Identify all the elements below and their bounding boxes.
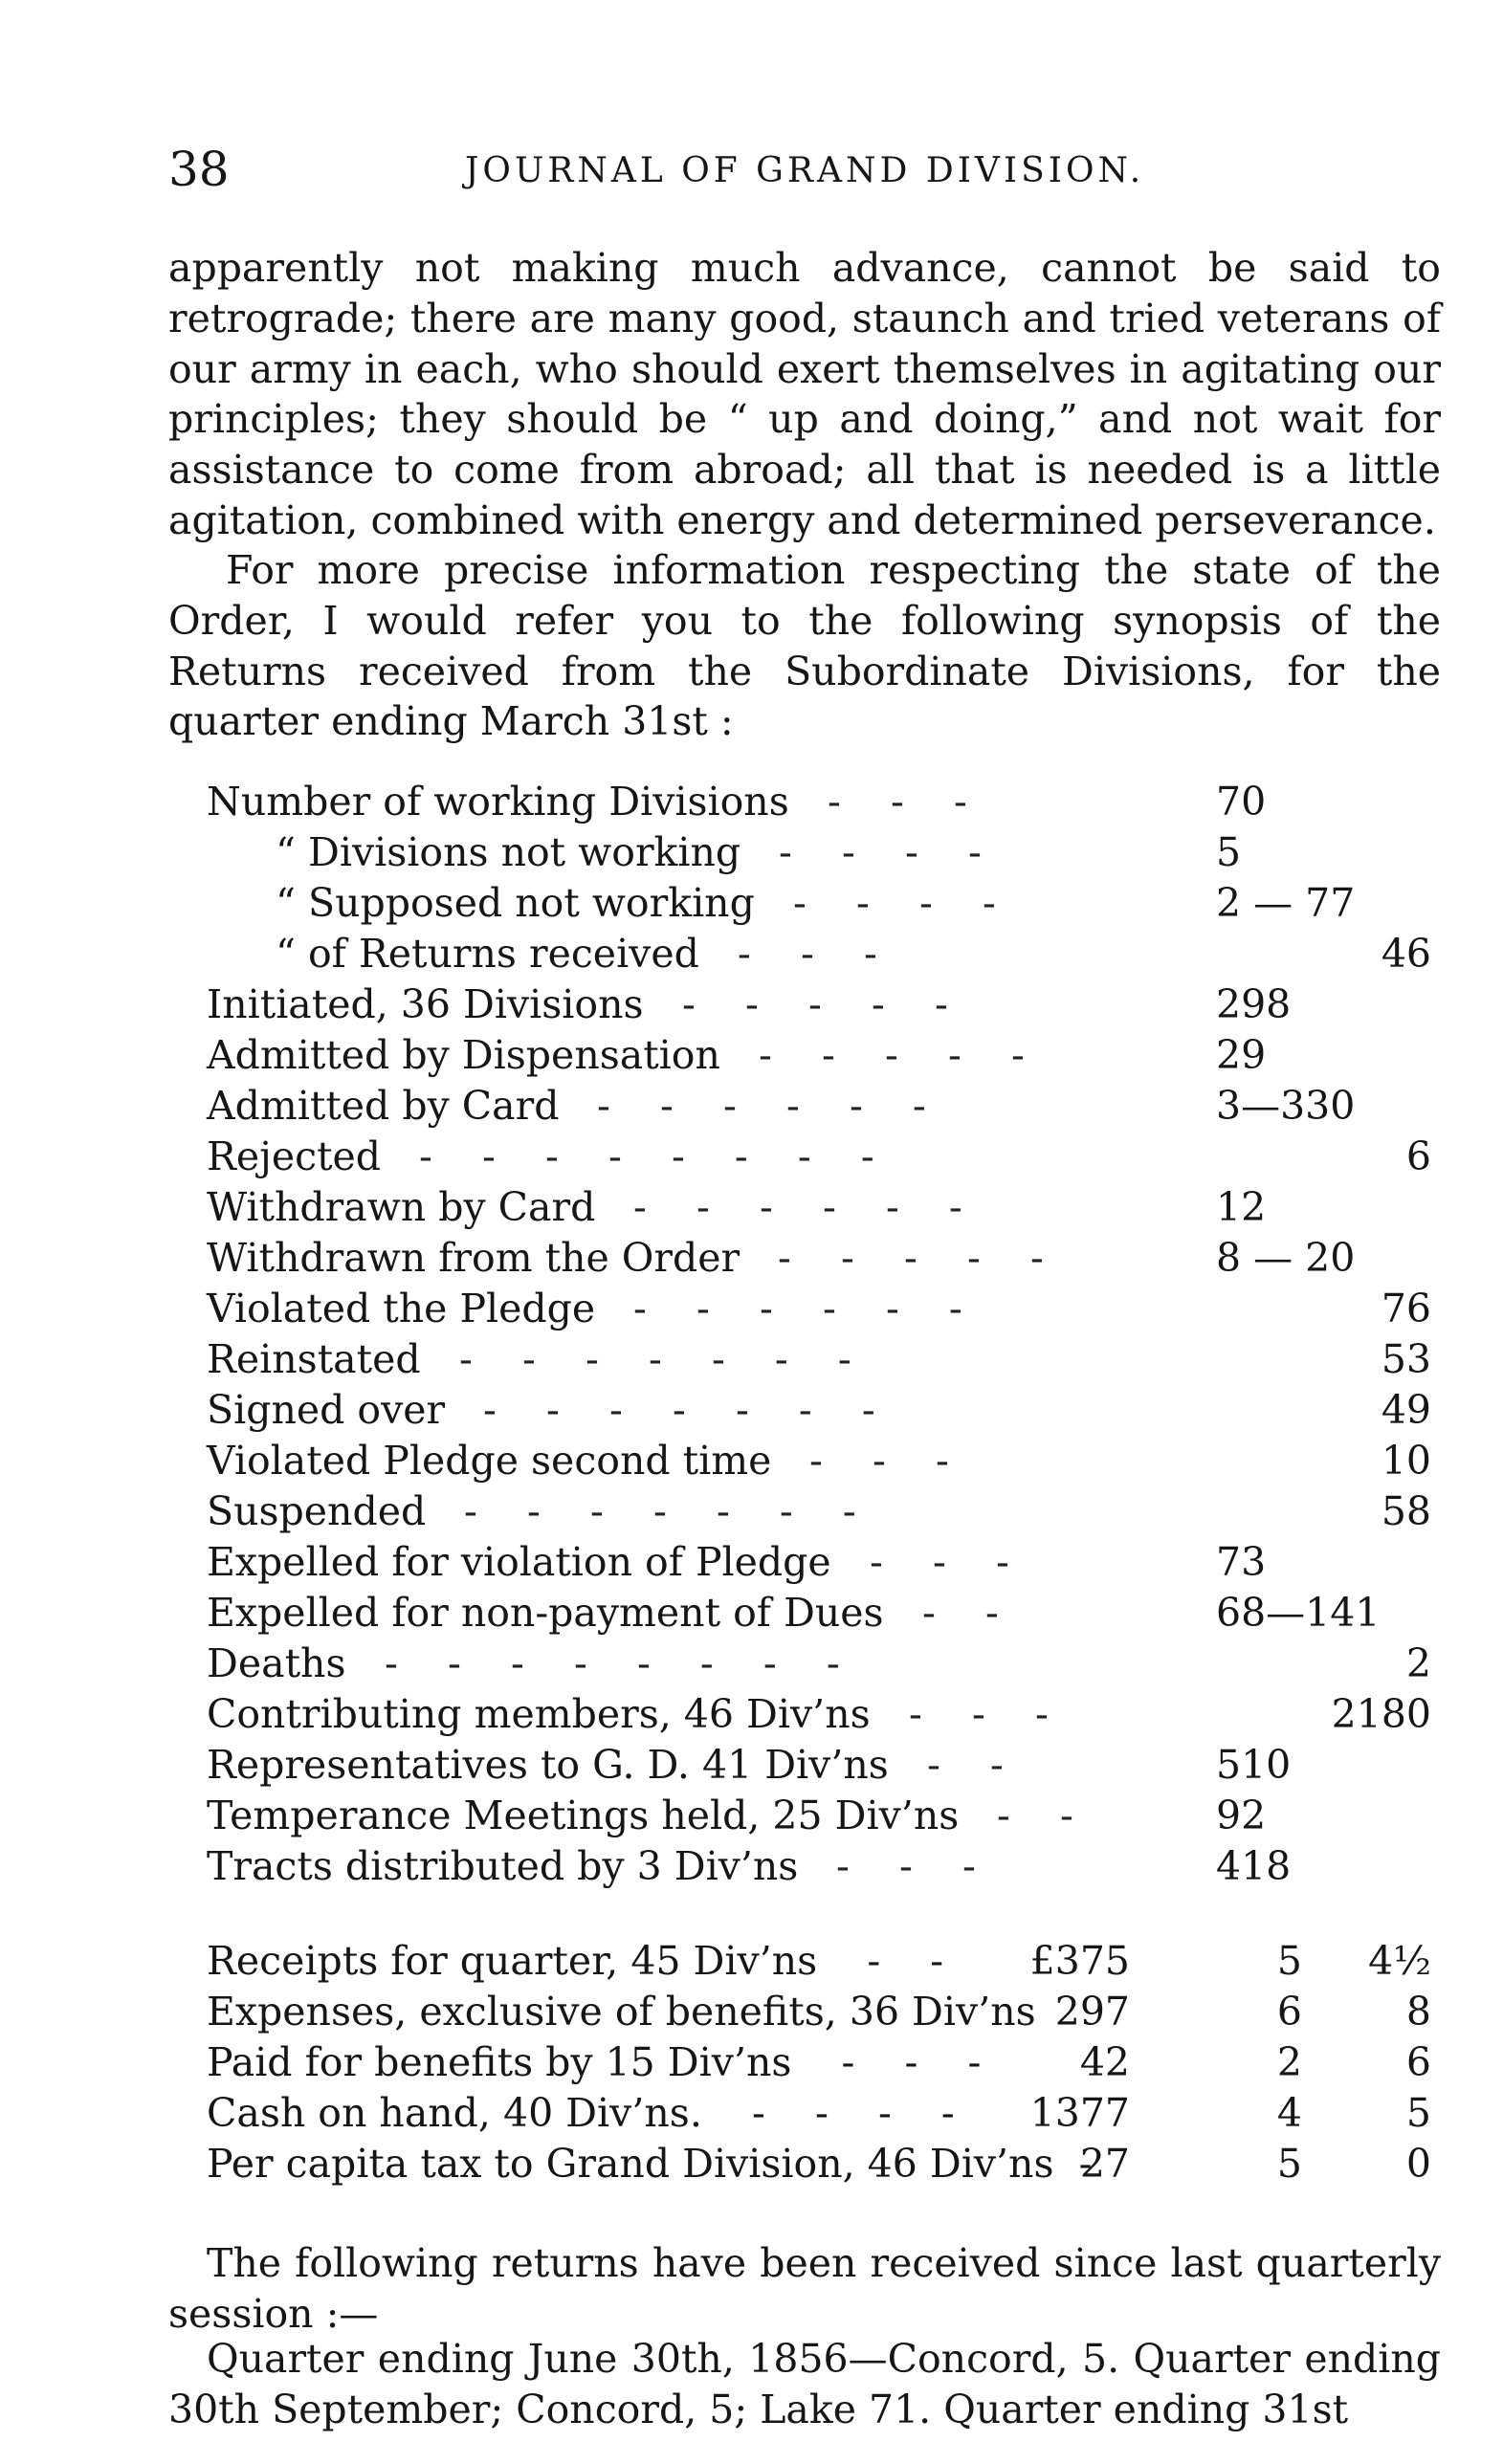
synopsis-subtotal: 3—330 — [1216, 1083, 1356, 1129]
amount-pounds: 297 — [1054, 1989, 1130, 2035]
synopsis-label: Temperance Meetings held, 25 Div’ns — [207, 1793, 960, 1838]
amount-pence: 6 — [1405, 2039, 1431, 2085]
synopsis-row — [207, 1132, 1450, 1182]
synopsis-label: Contributing members, 46 Div’ns — [207, 1691, 871, 1737]
synopsis-total: 6 — [1405, 1133, 1431, 1179]
synopsis-subtotal: 2 — 77 — [1216, 880, 1356, 926]
receipts-label: Expenses, exclusive of benefits, 36 Div’ns — [207, 1989, 1036, 2035]
dot-leaders: - - - - — [793, 880, 996, 926]
synopsis-row — [207, 1486, 1450, 1537]
page-header — [168, 136, 1441, 203]
dot-leaders: - - - - - — [778, 1235, 1044, 1281]
synopsis-total: 58 — [1381, 1488, 1431, 1534]
synopsis-label: Signed over — [207, 1387, 446, 1433]
dot-leaders: - - — [927, 1742, 1004, 1788]
amount-shillings: 2 — [1276, 2039, 1302, 2085]
dot-leaders: - - - - - - - - — [419, 1133, 874, 1179]
synopsis-table — [207, 777, 1450, 1892]
amount-pounds: £375 — [1029, 1938, 1130, 1984]
synopsis-row — [207, 777, 1450, 827]
receipts-row — [207, 2088, 1450, 2139]
synopsis-subtotal: 8 — 20 — [1216, 1235, 1356, 1281]
synopsis-row — [207, 1588, 1450, 1639]
synopsis-label: Deaths — [207, 1640, 346, 1686]
amount-pounds: 42 — [1079, 2039, 1130, 2085]
receipts-label: Cash on hand, 40 Div’ns. - - - - — [207, 2090, 955, 2136]
running-head: JOURNAL OF GRAND DIVISION. — [465, 151, 1145, 190]
synopsis-subtotal: 5 — [1216, 829, 1242, 875]
synopsis-label: Withdrawn by Card — [207, 1184, 596, 1230]
synopsis-subtotal: 418 — [1216, 1843, 1292, 1889]
synopsis-label: Expelled for non-payment of Dues — [207, 1590, 884, 1636]
synopsis-label: Violated the Pledge — [207, 1286, 596, 1331]
dot-leaders: - - - - - — [759, 1032, 1025, 1078]
synopsis-label: Representatives to G. D. 41 Div’ns — [207, 1742, 889, 1788]
synopsis-row — [207, 1740, 1450, 1791]
synopsis-label: “ Supposed not working — [276, 880, 755, 926]
synopsis-total: 2 — [1405, 1640, 1431, 1686]
synopsis-row — [207, 1689, 1450, 1740]
synopsis-row — [207, 1030, 1450, 1081]
amount-shillings: 6 — [1276, 1989, 1302, 2035]
receipts-row — [207, 2139, 1450, 2189]
synopsis-label: “ of Returns received — [276, 931, 699, 977]
amount-shillings: 5 — [1276, 1938, 1302, 1984]
dot-leaders: - - - - - - - — [459, 1336, 851, 1382]
synopsis-total: 49 — [1381, 1387, 1431, 1433]
synopsis-row — [207, 1841, 1450, 1892]
synopsis-subtotal: 12 — [1216, 1184, 1267, 1230]
synopsis-label: Suspended — [207, 1488, 427, 1534]
synopsis-subtotal: 298 — [1216, 981, 1292, 1027]
synopsis-label: Withdrawn from the Order — [207, 1235, 740, 1281]
dot-leaders: - - - - - - - — [483, 1387, 875, 1433]
amount-pence: 8 — [1405, 1989, 1431, 2035]
dot-leaders: - - - — [909, 1691, 1049, 1737]
dot-leaders: - - - - — [779, 829, 982, 875]
synopsis-row — [207, 1233, 1450, 1284]
paragraph-4: Quarter ending June 30th, 1856—Concord, 5. Quarter ending 30th September; Concord, 5; Lake 71. Quarter ending 31st — [168, 2336, 1441, 2432]
synopsis-label: Number of working Divisions — [207, 779, 789, 825]
synopsis-row — [207, 1639, 1450, 1689]
synopsis-subtotal: 92 — [1216, 1793, 1267, 1838]
synopsis-label: “ Divisions not working — [276, 829, 741, 875]
amount-pence: 0 — [1405, 2141, 1431, 2187]
paragraph-3: The following returns have been received since last quarterly session :— — [168, 2240, 1441, 2337]
synopsis-label: Reinstated — [207, 1336, 421, 1382]
receipts-table — [207, 1936, 1450, 2189]
synopsis-row — [207, 1284, 1450, 1334]
receipts-row — [207, 1936, 1450, 1987]
dot-leaders: - - - — [809, 1438, 949, 1484]
synopsis-subtotal: 29 — [1216, 1032, 1267, 1078]
synopsis-row — [207, 827, 1450, 878]
synopsis-label: Violated Pledge second time — [207, 1438, 772, 1484]
synopsis-label: Admitted by Dispensation — [207, 1032, 720, 1078]
dot-leaders: - - - - - — [682, 981, 948, 1027]
receipts-row — [207, 1987, 1450, 2037]
synopsis-row — [207, 878, 1450, 929]
synopsis-label: Admitted by Card — [207, 1083, 560, 1129]
receipts-label: Paid for benefits by 15 Div’ns - - - — [207, 2039, 982, 2085]
dot-leaders: - - - — [870, 1539, 1009, 1585]
amount-pence: 5 — [1405, 2090, 1431, 2136]
synopsis-subtotal: 510 — [1216, 1742, 1292, 1788]
synopsis-row — [207, 929, 1450, 979]
receipts-label: Receipts for quarter, 45 Div’ns - - — [207, 1938, 944, 1984]
synopsis-row — [207, 1385, 1450, 1436]
synopsis-row — [207, 1791, 1450, 1841]
synopsis-subtotal: 70 — [1216, 779, 1267, 825]
dot-leaders: - - - - - - - - — [385, 1640, 840, 1686]
synopsis-label: Initiated, 36 Divisions — [207, 981, 644, 1027]
paragraph-2: For more precise information respecting the state of the Order, I would refer you to the following synopsis of the Returns received from the Subordinate Divisions, for the quarter ending March 31st : — [168, 547, 1441, 745]
dot-leaders: - - — [922, 1590, 999, 1636]
dot-leaders: - - - — [836, 1843, 976, 1889]
synopsis-row — [207, 979, 1450, 1030]
dot-leaders: - - — [997, 1793, 1073, 1838]
synopsis-total: 53 — [1381, 1336, 1431, 1382]
synopsis-row — [207, 1081, 1450, 1132]
synopsis-total: 76 — [1381, 1286, 1431, 1331]
paragraph-1: apparently not making much advance, cannot be said to retrograde; there are many good, staunch and tried veterans of our army in each, who should exert themselves in agitating our principles; they should be “ up and doing,” and not wait for assistance to come from abroad; all that is needed is a little agitation, combined with energy and determined perseverance. — [168, 245, 1441, 543]
amount-shillings: 5 — [1276, 2141, 1302, 2187]
dot-leaders: - - - — [738, 931, 877, 977]
receipts-row — [207, 2037, 1450, 2088]
dot-leaders: - - - - - - — [597, 1083, 926, 1129]
synopsis-row — [207, 1537, 1450, 1588]
dot-leaders: - - - - - - — [633, 1286, 962, 1331]
synopsis-row — [207, 1182, 1450, 1233]
synopsis-row — [207, 1436, 1450, 1486]
synopsis-subtotal: 73 — [1216, 1539, 1267, 1585]
synopsis-subtotal: 68—141 — [1216, 1590, 1381, 1636]
synopsis-total: 10 — [1381, 1438, 1431, 1484]
amount-shillings: 4 — [1276, 2090, 1302, 2136]
synopsis-label: Rejected — [207, 1133, 382, 1179]
synopsis-label: Expelled for violation of Pledge — [207, 1539, 831, 1585]
amount-pounds: 27 — [1079, 2141, 1130, 2187]
receipts-label: Per capita tax to Grand Division, 46 Div’ns - — [207, 2141, 1093, 2187]
amount-pence: 4½ — [1368, 1938, 1431, 1984]
amount-pounds: 1377 — [1029, 2090, 1130, 2136]
synopsis-label: Tracts distributed by 3 Div’ns — [207, 1843, 799, 1889]
dot-leaders: - - - — [828, 779, 967, 825]
page-number: 38 — [168, 142, 230, 197]
synopsis-total: 2180 — [1331, 1691, 1431, 1737]
synopsis-row — [207, 1334, 1450, 1385]
dot-leaders: - - - - - - - — [464, 1488, 856, 1534]
synopsis-total: 46 — [1381, 931, 1431, 977]
dot-leaders: - - - - - - — [633, 1184, 962, 1230]
